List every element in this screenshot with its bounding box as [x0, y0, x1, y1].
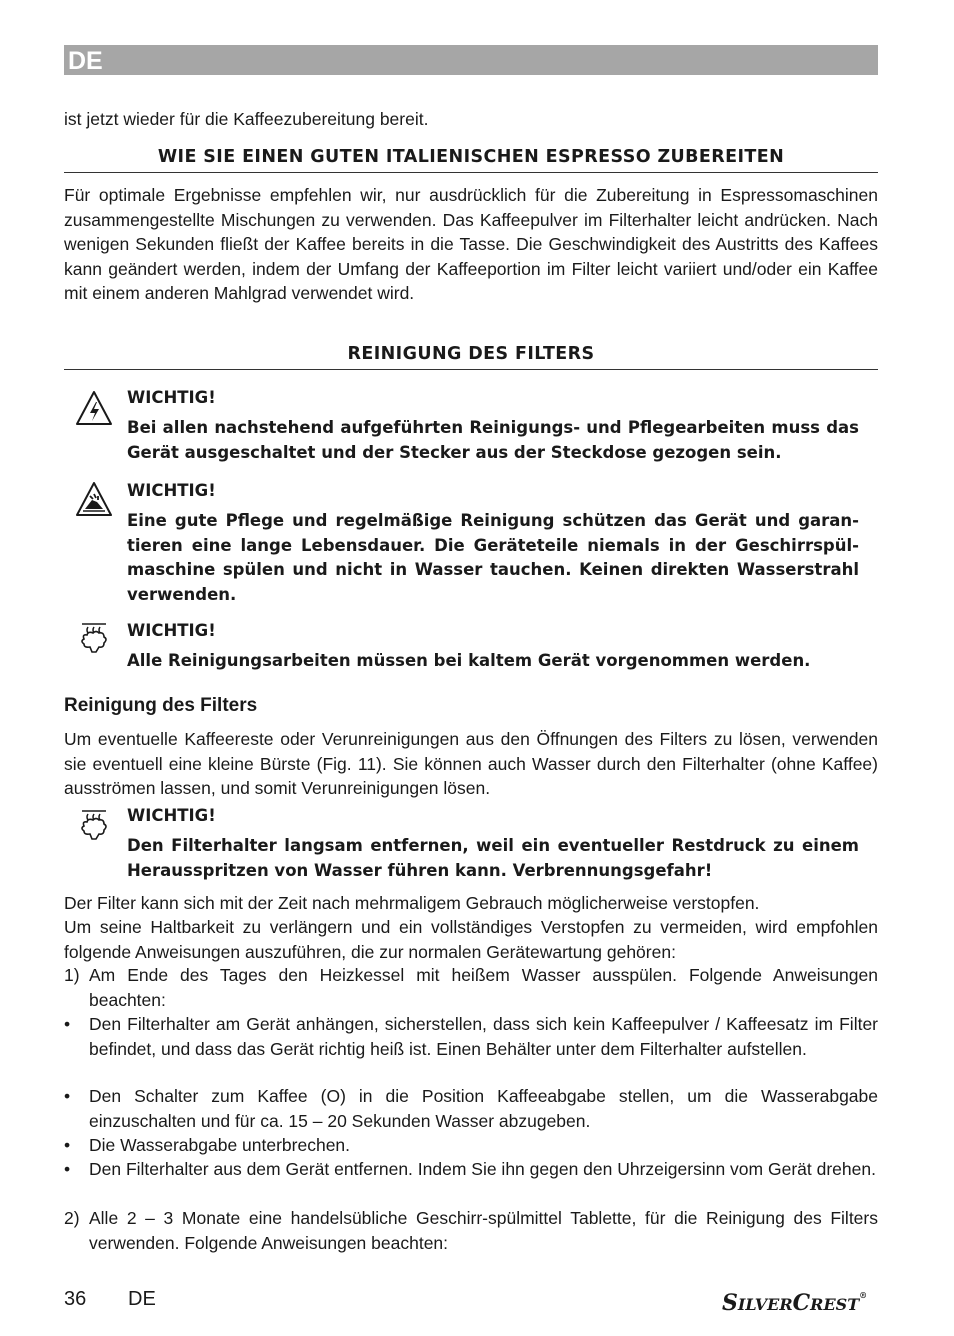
- list-marker: 2): [64, 1208, 80, 1228]
- hot-surface-icon: [74, 806, 114, 846]
- page-number: 36: [64, 1288, 87, 1310]
- brand-logo-ilver: ILVER: [737, 1295, 793, 1314]
- list-marker: •: [64, 1135, 71, 1155]
- language-badge: DE: [68, 47, 103, 75]
- warning-title: WICHTIG!: [127, 806, 216, 825]
- warning-block: [127, 804, 859, 883]
- list-item: [64, 1084, 878, 1133]
- brand-logo-s: S: [722, 1290, 738, 1316]
- list-item: [64, 1133, 878, 1158]
- list-marker: •: [64, 1159, 71, 1179]
- list-item-text: Am Ende des Tages den Heizkessel mit heißem Wasser ausspülen. Folgende Anweisungen beachten:: [89, 965, 878, 1010]
- list-marker: 1): [64, 965, 80, 985]
- warning-title: WICHTIG!: [127, 388, 216, 407]
- intro-line: ist jetzt wieder für die Kaffeezubereitung bereit.: [64, 109, 429, 129]
- section-divider: [64, 369, 878, 370]
- warning-text: Alle Reinigungsarbeiten müssen bei kaltem Gerät vorgenommen werden.: [127, 651, 811, 670]
- brand-logo-c: C: [792, 1290, 811, 1316]
- hot-surface-icon: [74, 619, 114, 659]
- list-item: [64, 1157, 878, 1182]
- warning-block: [127, 386, 859, 465]
- clogging-paragraph: Der Filter kann sich mit der Zeit nach mehrmaligem Gebrauch möglicherweise verstopfen.: [64, 893, 760, 913]
- list-item-text: Die Wasserabgabe unterbrechen.: [89, 1135, 351, 1155]
- hand-warning-icon: [74, 480, 114, 520]
- footer-language: DE: [128, 1288, 156, 1310]
- subheading-filter-cleaning: Reinigung des Filters: [64, 695, 258, 716]
- section-title-filter-cleaning: REINIGUNG DES FILTERS: [347, 344, 595, 364]
- list-item-text: Alle 2 – 3 Monate eine handelsübliche Geschirr-spülmittel Tablette, für die Reinigung des Filters verwenden. Folgende Anweisungen beachten:: [89, 1208, 878, 1253]
- espresso-paragraph: Für optimale Ergebnisse empfehlen wir, nur ausdrücklich für die Zubereitung in Espressomaschinen zusammengestellte Mischungen zu verwenden. Das Kaffeepulver im Filterhalter leicht andrücken. Nach wenigen Sekunden fließt der Kaffee bereits in die Tasse. Die Geschwindigkeit des Austritts des Kaffees kann geändert werden, indem der Umfang der Kaffeeportion im Filter leicht variiert und/oder ein Kaffee mit einem anderen Mahlgrad verwendet wird.: [64, 185, 878, 303]
- electric-shock-warning-icon: [74, 389, 114, 429]
- list-item-text: Den Filterhalter aus dem Gerät entfernen. Indem Sie ihn gegen den Uhrzeigersinn vom Gerät drehen.: [89, 1159, 876, 1179]
- list-item-text: Den Filterhalter am Gerät anhängen, sicherstellen, dass sich kein Kaffeepulver / Kaffeesatz im Filter befindet, und dass das Gerät richtig heiß ist. Einen Behälter unter dem Filterhalter aufstellen.: [89, 1014, 878, 1059]
- warning-text: Bei allen nachstehend aufgeführten Reinigungs- und Pflegearbeiten muss das Gerät ausgeschaltet und der Stecker aus der Steckdose gezogen sein.: [127, 418, 859, 462]
- registered-mark: ®: [859, 1290, 868, 1300]
- list-marker: •: [64, 1014, 71, 1034]
- warning-title: WICHTIG!: [127, 481, 216, 500]
- filter-cleaning-paragraph: Um eventuelle Kaffeereste oder Verunreinigungen aus den Öffnungen des Filters zu lösen, verwenden sie eventuell eine kleine Bürste (Fig. 11). Sie können auch Wasser durch den Filterhalter (ohne Kaffee) ausströmen lassen, und somit Verunreinigungen lösen.: [64, 729, 878, 798]
- list-marker: •: [64, 1086, 71, 1106]
- section-title-espresso: WIE SIE EINEN GUTEN ITALIENISCHEN ESPRESSO ZUBEREITEN: [157, 147, 785, 167]
- warning-title: WICHTIG!: [127, 621, 216, 640]
- brand-logo-rest: REST: [810, 1295, 860, 1314]
- list-item: [64, 963, 878, 1012]
- maintenance-paragraph: Um seine Haltbarkeit zu verlängern und ein vollständiges Verstopfen zu vermeiden, wird empfohlen folgende Anweisungen auszuführen, die zur normalen Gerätewartung gehören:: [64, 917, 878, 962]
- list-item: [64, 1206, 878, 1255]
- language-header-bar: [64, 45, 878, 75]
- brand-logo: [722, 1290, 867, 1316]
- warning-text: Eine gute Pflege und regelmäßige Reinigung schützen das Gerät und garan-tieren eine lange Lebensdauer. Die Geräteteile niemals in der Geschirrspül-maschine spülen und nicht in Wasser tauchen. Keinen direkten Wasserstrahl verwenden.: [127, 511, 859, 604]
- warning-block: [127, 619, 859, 674]
- warning-block: [127, 479, 859, 607]
- warning-text: Den Filterhalter langsam entfernen, weil ein eventueller Restdruck zu einem Herausspritzen von Wasser führen kann. Verbrennungsgefahr!: [127, 836, 859, 880]
- list-item-text: Den Schalter zum Kaffee (O) in die Position Kaffeeabgabe stellen, um die Wasserabgabe einzuschalten und für ca. 15 – 20 Sekunden Wasser abzugeben.: [89, 1086, 878, 1131]
- list-item: [64, 1012, 878, 1061]
- section-divider: [64, 172, 878, 173]
